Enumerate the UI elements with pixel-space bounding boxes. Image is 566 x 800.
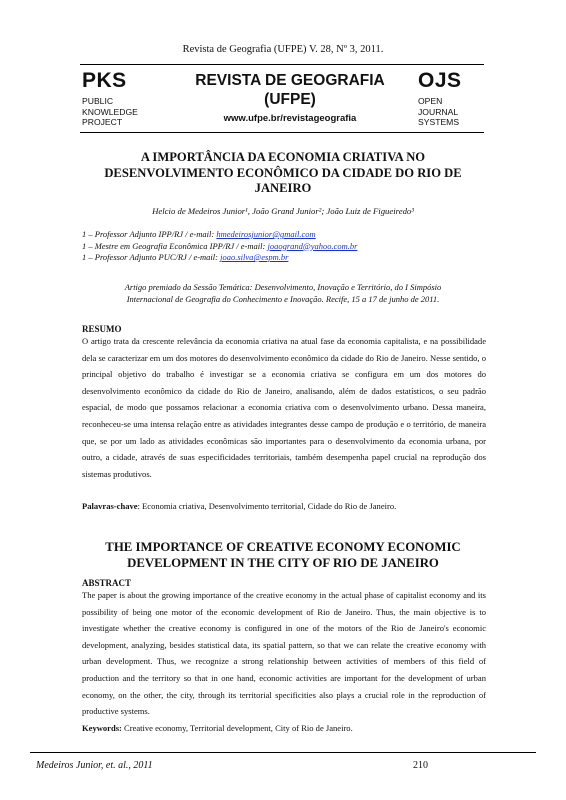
palavras-label: Palavras-chave: [82, 501, 138, 511]
resumo-text: O artigo trata da crescente relevância da economia criativa na atual fase da economia capitalista, e na possibilidade dela se caracterizar em um dos motores do desenvolvimento econômico da cidade do Rio de Janeiro. Nesse sentido, o principal objetivo do trabalho é investigar se a economia criativa se configura em um dos motores do desenvolvimento econômico da cidade do Rio de Janeiro, analisando, além de dados estatísticos, o seu padrão espacial, de modo que possamos relacionar a economia criativa com o desenvolvimento urbano. Dessa maneira, reconheceu-se uma intensa relação entre as atividades integrantes desse campo de produção e o território, de maneira que, se por um lado as atividades econômicas são importantes para o desenvolvimento da economia urbana, por outro, a cidade, através de suas especificidades territoriais, também desempenha papel crucial na reprodução dos sistemas produtivos.: [82, 336, 486, 479]
title-line: DESENVOLVIMENTO ECONÔMICO DA CIDADE DO RIO DE: [104, 165, 462, 180]
affiliations: [82, 229, 502, 264]
keywords-label: Keywords:: [82, 723, 122, 733]
title-line: A IMPORTÂNCIA DA ECONOMIA CRIATIVA NO: [140, 150, 426, 164]
article-title-en: [60, 539, 506, 571]
ojs-line: OPEN: [418, 96, 443, 106]
affiliation-text: 1 – Mestre em Geografia Econômica IPP/RJ / e-mail:: [82, 240, 268, 251]
title-line: JANEIRO: [254, 181, 312, 195]
journal-title: [180, 71, 400, 109]
ojs-line: SYSTEMS: [418, 117, 460, 127]
abstract-heading: ABSTRACT: [82, 578, 132, 588]
affiliation-line: [82, 229, 502, 241]
email-link[interactable]: joao.silva@espm.br: [220, 252, 289, 262]
pkp-line: PROJECT: [82, 117, 123, 127]
email-link[interactable]: hmedeirosjunior@gmail.com: [216, 229, 316, 239]
email-link[interactable]: joaogrand@yahoo.com.br: [267, 240, 358, 251]
ojs-line: JOURNAL: [418, 106, 459, 117]
abstract-text: The paper is about the growing importance of the creative economy in the actual phase of capitalist economy and its possibility of being one motor of the economic development of Rio de Janeiro. Thus, the main objective is to investigate whether the creative economy is configured in one of the motors of the Rio de Janeiro's economic development, analyzing, besides statistical data, its spatial pattern, so that we can relate the creative economy with urban development. Thus, we recognize a strong relationship between activities of members of this field of production and the territory so that in one hand, economic activities are important for the development of urban economy, on the other, the city, through its territorial specificities also plays a crucial role in the reproduction of productive systems.: [82, 590, 486, 717]
keywords: [82, 723, 502, 733]
award-line: Artigo premiado da Sessão Temática: Desenvolvimento, Inovação e Território, do I Simpósio: [124, 282, 442, 292]
journal-title-line2: (UFPE): [264, 91, 316, 108]
pkp-line: PUBLIC: [82, 96, 114, 106]
affiliation-line: [82, 252, 502, 264]
affiliation-text: 1 – Professor Adjunto PUC/RJ / e-mail:: [82, 252, 221, 262]
authors: Helcio de Medeiros Junior¹, João Grand Junior²; João Luiz de Figueiredo³: [152, 206, 414, 216]
pkp-line: KNOWLEDGE: [82, 106, 138, 117]
journal-url: www.ufpe.br/revistageografia: [223, 113, 357, 124]
header-top-rule: [80, 64, 484, 65]
award-line: Internacional de Geografia do Conhecimento e Inovação. Recife, 15 a 17 de junho de 2011.: [126, 294, 440, 304]
article-title-pt: [60, 150, 506, 197]
pkp-logo: PKS: [82, 69, 127, 92]
footer-citation: Medeiros Junior, et. al., 2011: [36, 760, 153, 771]
palavras-chave: [82, 501, 502, 511]
keywords-text: Creative economy, Territorial development, City of Rio de Janeiro.: [121, 723, 353, 733]
page-number: 210: [413, 760, 428, 771]
footer-rule: [30, 752, 536, 753]
title-line: DEVELOPMENT IN THE CITY OF RIO DE JANEIRO: [127, 556, 439, 570]
ojs-logo-text: [418, 96, 459, 128]
affiliation-line: [82, 241, 502, 253]
ojs-logo: OJS: [418, 69, 462, 92]
affiliation-text: 1 – Professor Adjunto IPP/RJ / e-mail:: [82, 229, 217, 239]
journal-citation: Revista de Geografia (UFPE) V. 28, Nº 3, 2011.: [182, 44, 384, 55]
title-line: THE IMPORTANCE OF CREATIVE ECONOMY ECONOMIC: [105, 540, 461, 554]
palavras-text: : Economia criativa, Desenvolvimento territorial, Cidade do Rio de Janeiro.: [137, 501, 397, 511]
award-note: [88, 281, 478, 305]
resumo-heading: RESUMO: [82, 324, 122, 334]
pkp-logo-text: [82, 96, 138, 128]
header-bottom-rule: [80, 132, 484, 133]
journal-title-line1: REVISTA DE GEOGRAFIA: [195, 72, 385, 89]
